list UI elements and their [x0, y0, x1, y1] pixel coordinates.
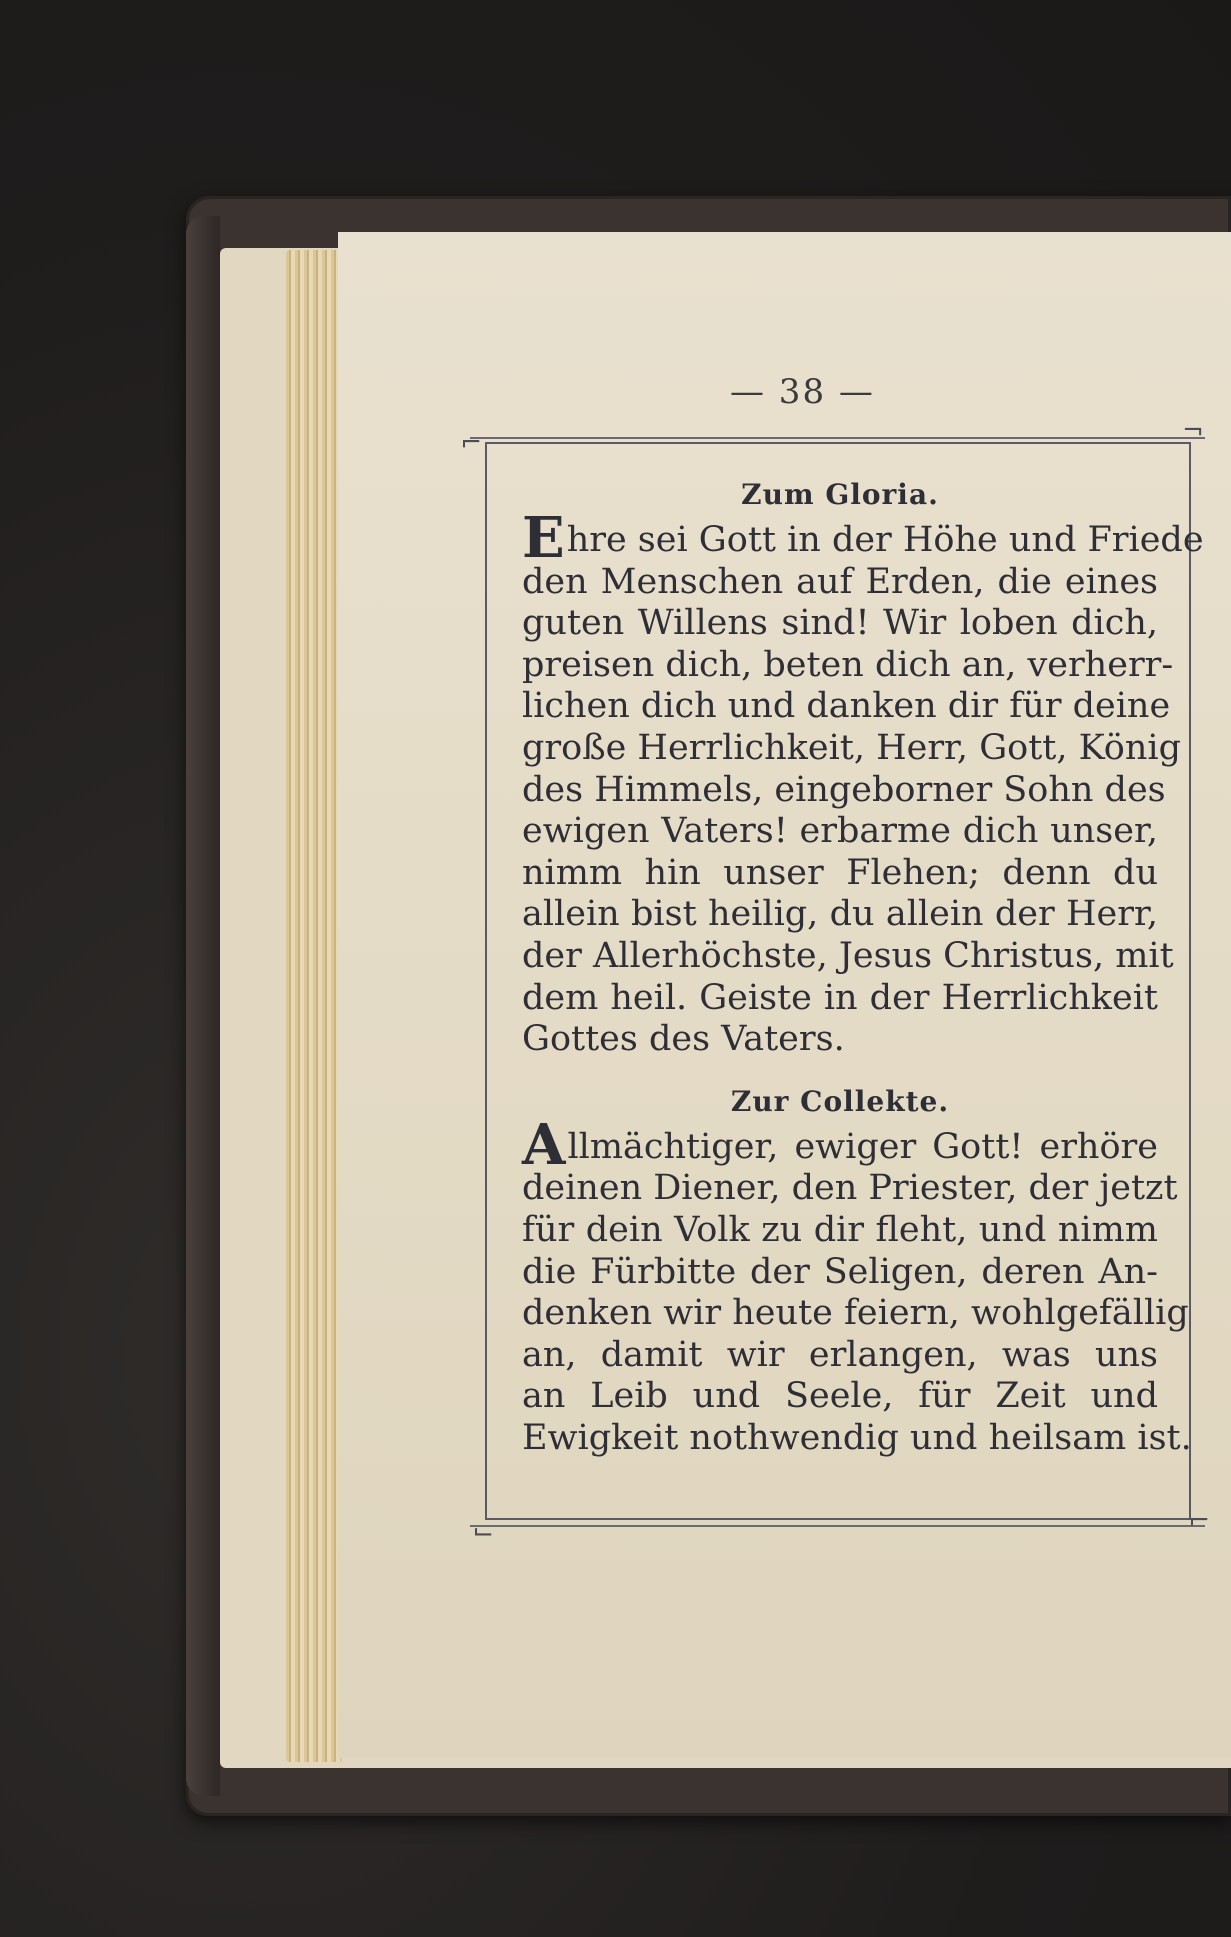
text-line: den Menschen auf Erden, die eines	[522, 561, 1158, 602]
section-body	[522, 1111, 1192, 1460]
corner-ornament-icon: ⌐	[1188, 1506, 1210, 1536]
section-collekte	[522, 1084, 1192, 1460]
text-line: preisen dich, beten dich an, verherr-	[522, 644, 1174, 685]
text-line: dem heil. Geiste in der Herrlichkeit	[522, 977, 1158, 1018]
drop-capital: A	[522, 1111, 566, 1178]
text-line: des Himmels, eingeborner Sohn des	[522, 769, 1166, 810]
text-line: große Herrlichkeit, Herr, Gott, König	[522, 727, 1182, 768]
text-line: Gottes des Vaters.	[522, 1019, 845, 1060]
corner-ornament-icon: ⌐	[460, 428, 482, 458]
text-line: der Allerhöchste, Jesus Christus, mit	[522, 935, 1174, 976]
page-edges	[286, 250, 342, 1762]
text-line: lichen dich und danken dir für deine	[522, 686, 1171, 727]
text-line: allein bist heilig, du allein der Herr,	[522, 894, 1158, 935]
section-heading: Zur Collekte.	[730, 1084, 950, 1118]
text-line: deinen Diener, den Priester, der jetzt	[522, 1168, 1178, 1209]
text-line: Allmächtiger, ewiger Gott! erhöre	[522, 1111, 1158, 1178]
text-line: nimm hin unser Flehen; denn du	[522, 852, 1158, 893]
text-line: an, damit wir erlangen, was uns	[522, 1334, 1158, 1375]
corner-ornament-icon: ⌙	[472, 1516, 494, 1546]
section-gloria	[522, 478, 1204, 1061]
page-text-block	[522, 478, 1204, 1459]
text-line: ewigen Vaters! erbarme dich unser,	[522, 811, 1158, 852]
text-line: Ehre sei Gott in der Höhe und Friede	[522, 505, 1204, 571]
text-line: denken wir heute feiern, wohlgefällig	[522, 1293, 1189, 1334]
drop-capital: E	[522, 505, 565, 571]
text-line: Ewigkeit nothwendig und heilsam ist.	[522, 1417, 1192, 1458]
book-spine	[186, 216, 220, 1796]
corner-ornament-icon: ¬	[1182, 416, 1204, 446]
text-line: für dein Volk zu dir fleht, und nimm	[522, 1209, 1158, 1250]
text-line: die Fürbitte der Seligen, deren An-	[522, 1251, 1158, 1292]
section-heading: Zum Gloria.	[741, 478, 939, 511]
section-body	[522, 505, 1204, 1061]
text-line: an Leib und Seele, für Zeit und	[522, 1376, 1158, 1417]
page-number: — 38 —	[730, 372, 875, 412]
text-line: guten Willens sind! Wir loben dich,	[522, 603, 1158, 644]
